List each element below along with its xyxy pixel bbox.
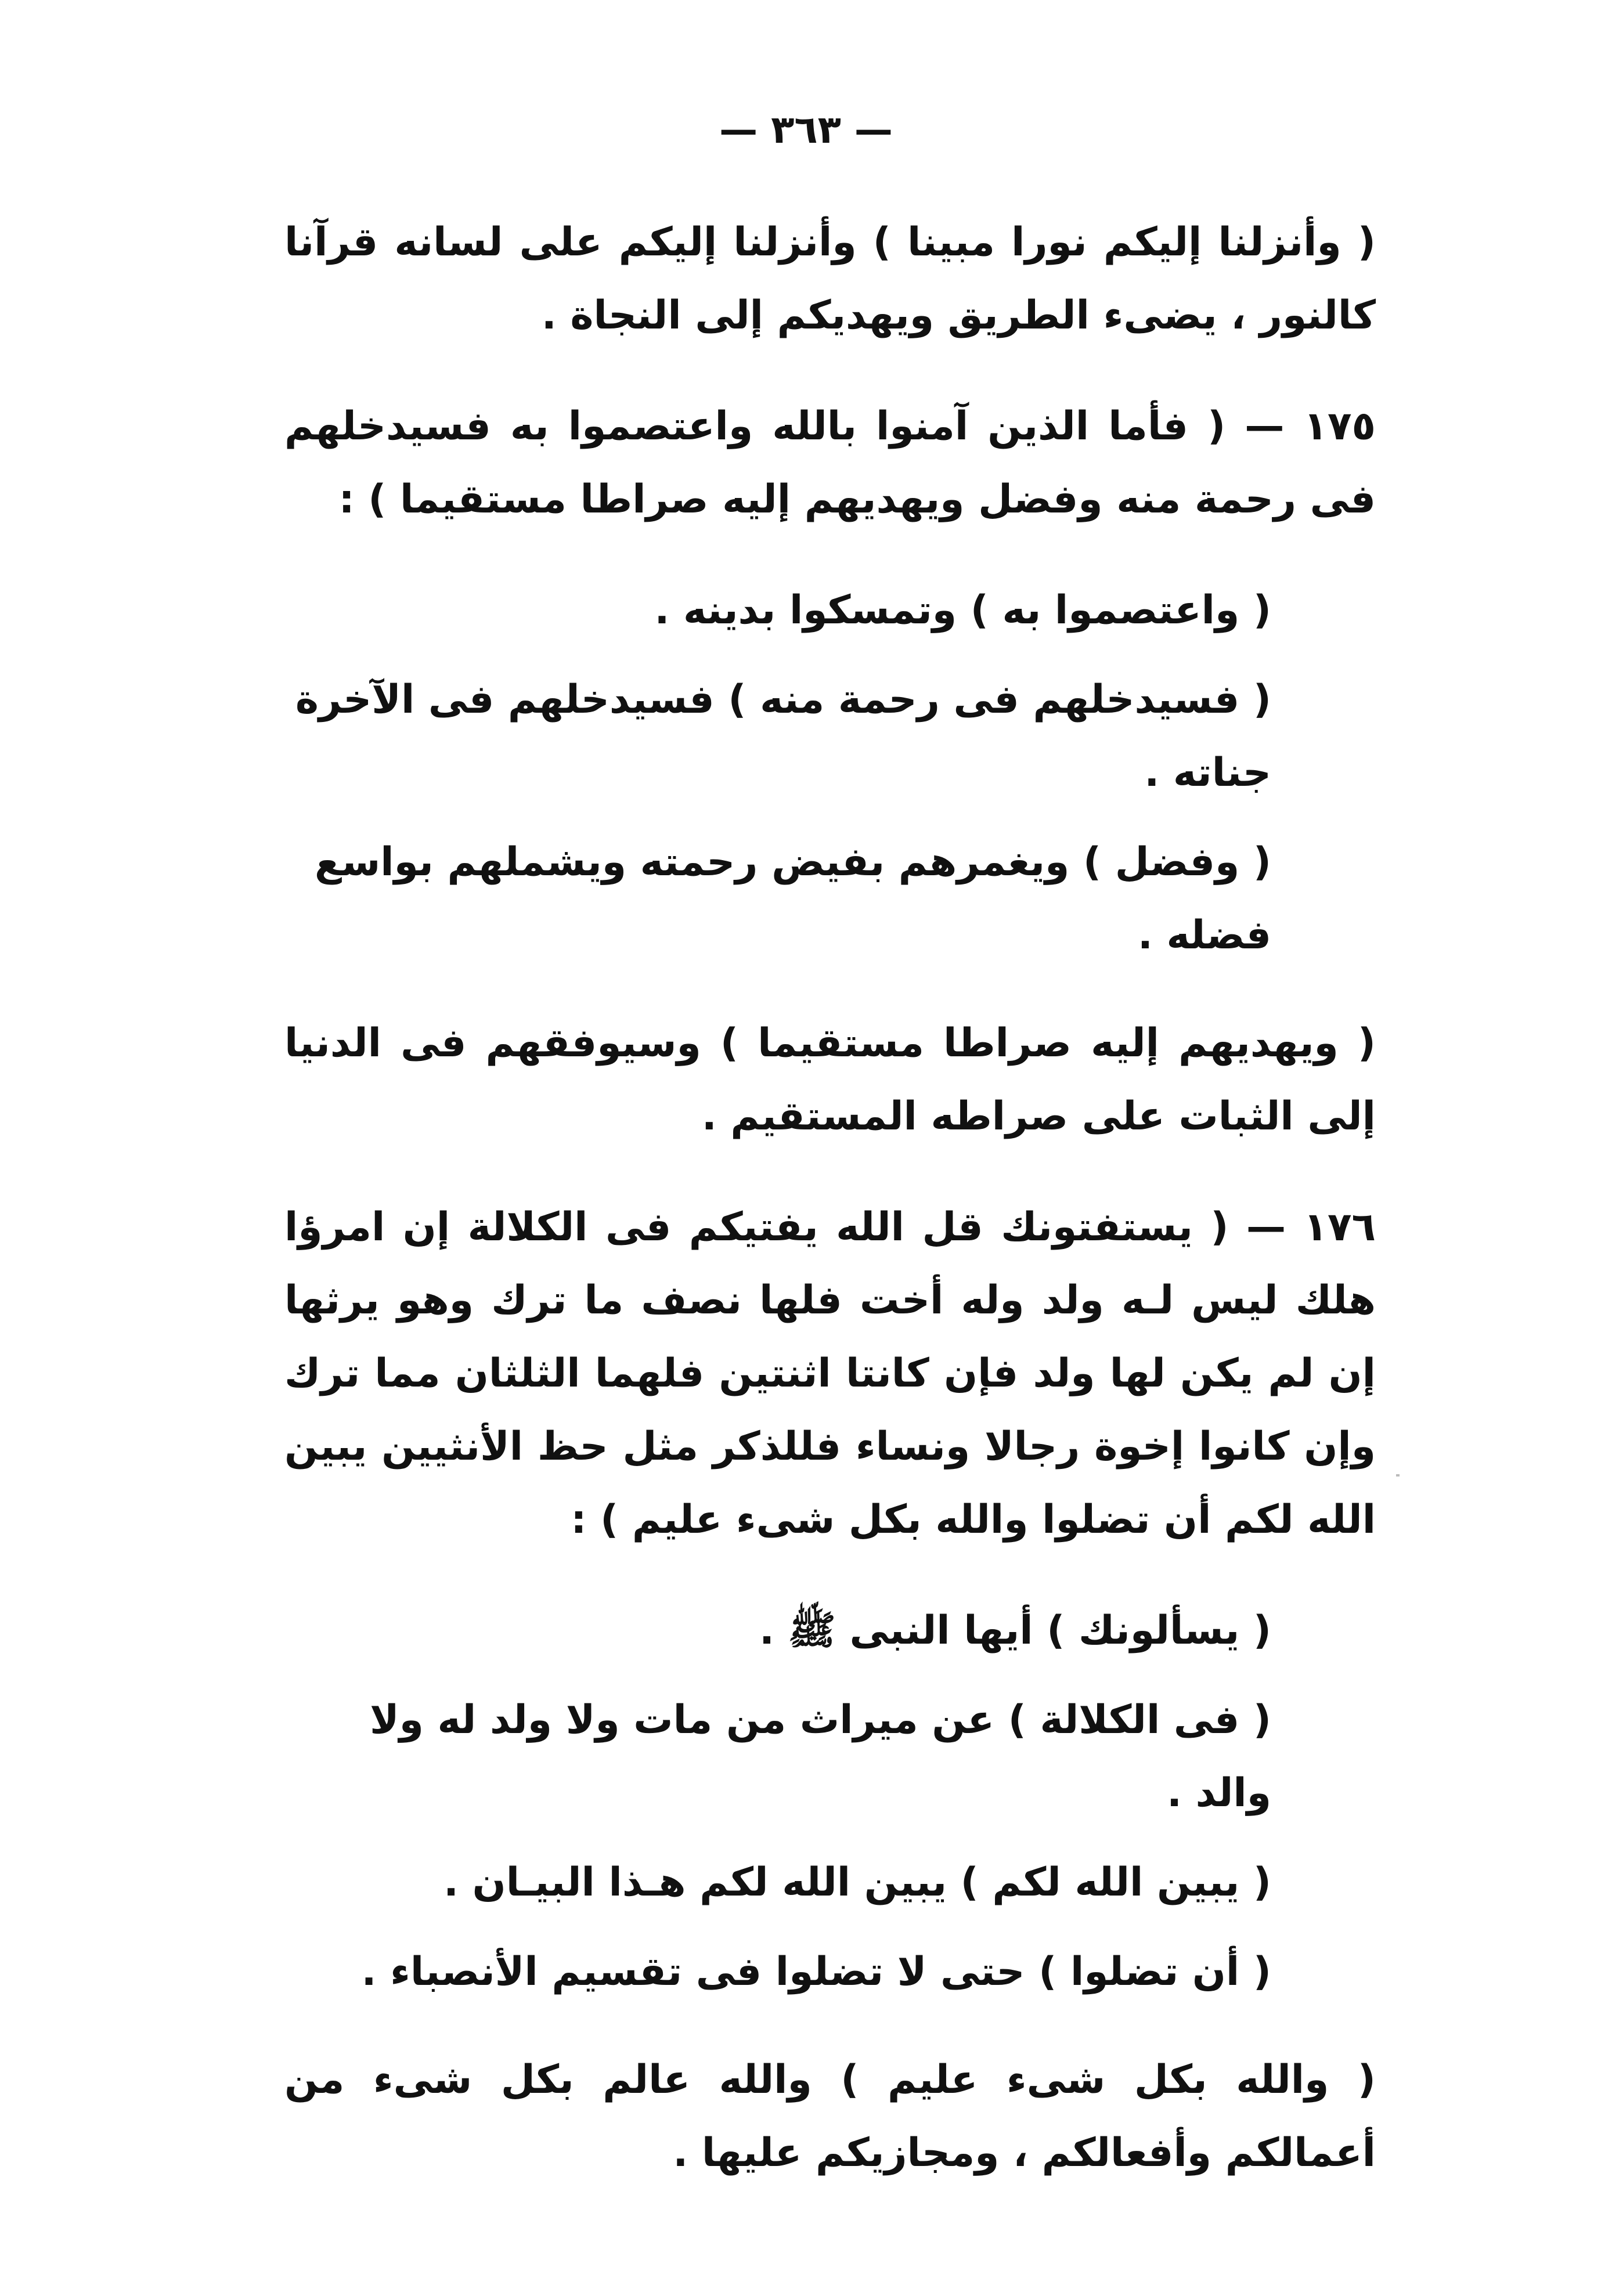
commentary-entries-176 bbox=[284, 1594, 1376, 2009]
commentary-entry: ( يبين الله لكم ) يبين الله لكم هـذا البيـان . bbox=[443, 1860, 1271, 1905]
paragraph: ( وأنزلنا إليكم نورا مبينا ) وأنزلنا إليكم على لسانه قرآنا كالنور ، يضىء الطريق ويهديكم إلى النجاة . bbox=[284, 219, 1376, 338]
commentary-entry: ( يسألونك ) أيها النبى ﷺ . bbox=[759, 1608, 1271, 1654]
page-body bbox=[284, 206, 1376, 2228]
commentary-entries-175 bbox=[284, 574, 1376, 972]
commentary-paragraph: ( والله بكل شىء عليم ) والله عالم بكل شىء من أعمالكم وأفعالكم ، ومجازيكم عليها . bbox=[284, 2057, 1376, 2176]
verse-paragraph-176: ١٧٦ — ( يستفتونك قل الله يفتيكم فى الكلالة إن امرؤا هلك ليس لـه ولد وله أخت فلها نصف ما ترك وهو يرثها إن لم يكن لها ولد فإن كانتا اثنتين فلهما الثلثان مما ترك وإن كانوا إخوة رجالا ونساء فللذكر مثل حظ الأنثيين يبين الله لكم أن تضلوا والله بكل شىء عليم ) : bbox=[284, 1204, 1376, 1543]
commentary-entry: ( وفضل ) ويغمرهم بفيض رحمته ويشملهم بواسع فضله . bbox=[314, 839, 1271, 958]
commentary-entry: ( واعتصموا به ) وتمسكوا بدينه . bbox=[654, 587, 1271, 633]
commentary-paragraph: ( ويهديهم إليه صراطا مستقيما ) وسيوفقهم فى الدنيا إلى الثبات على صراطه المستقيم . bbox=[284, 1020, 1376, 1139]
commentary-entry: ( فسيدخلهم فى رحمة منه ) فسيدخلهم فى الآخرة جناته . bbox=[295, 677, 1271, 796]
scan-speck bbox=[1396, 1474, 1400, 1476]
commentary-entry: ( فى الكلالة ) عن ميراث من مات ولا ولد له ولا والد . bbox=[369, 1697, 1271, 1816]
page-number: — ٣٦٣ — bbox=[719, 107, 893, 152]
verse-paragraph-175: ١٧٥ — ( فأما الذين آمنوا بالله واعتصموا به فسيدخلهم فى رحمة منه وفضل ويهديهم إليه صراطا مستقيما ) : bbox=[284, 403, 1376, 522]
commentary-entry: ( أن تضلوا ) حتى لا تضلوا فى تقسيم الأنصباء . bbox=[361, 1949, 1271, 1995]
